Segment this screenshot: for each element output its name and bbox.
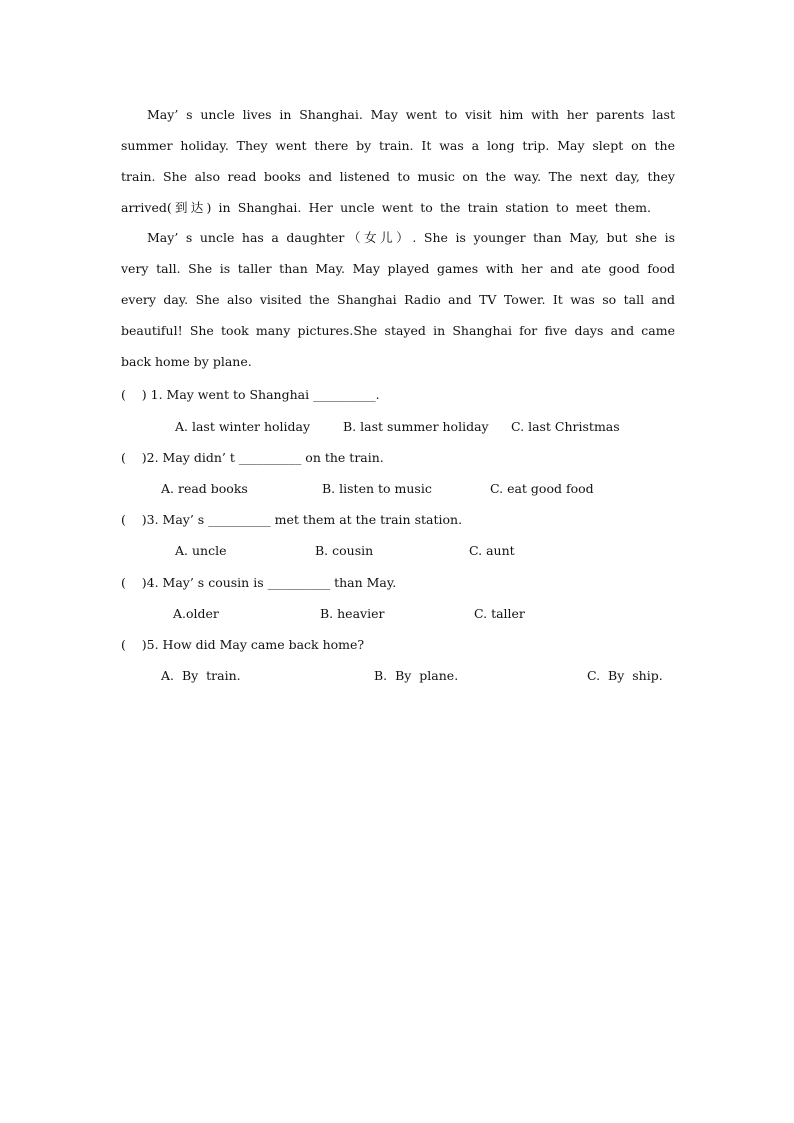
question-2-option-c: C. eat good food xyxy=(490,481,594,496)
passage-line: May’ s uncle has a daughter（女儿）. She is younger than May, but she is xyxy=(147,230,675,245)
question-4-option-c: C. taller xyxy=(474,606,525,621)
question-3-option-b: B. cousin xyxy=(315,543,374,558)
passage-line: very tall. She is taller than May. May played games with her and ate good food xyxy=(121,261,675,276)
question-2-option-b: B. listen to music xyxy=(322,481,432,496)
question-5-option-b: B. By plane. xyxy=(374,668,459,683)
question-3: ( )3. May’ s __________ met them at the train station. xyxy=(121,512,463,527)
passage-line: summer holiday. They went there by train. It was a long trip. May slept on the xyxy=(121,138,675,153)
passage-line: May’ s uncle lives in Shanghai. May went to visit him with her parents last xyxy=(147,107,675,122)
question-3-option-a: A. uncle xyxy=(175,543,227,558)
passage-line: back home by plane. xyxy=(121,354,252,369)
question-1-option-a: A. last winter holiday xyxy=(175,419,311,434)
passage-paragraph-1 xyxy=(121,99,675,223)
passage-line: train. She also read books and listened to music on the way. The next day, they xyxy=(121,169,675,184)
question-3-option-c: C. aunt xyxy=(469,543,515,558)
question-4-option-a: A.older xyxy=(173,606,219,621)
question-2-option-a: A. read books xyxy=(161,481,248,496)
passage-line: arrived(到达) in Shanghai. Her uncle went to the train station to meet them. xyxy=(121,200,651,215)
question-5-option-a: A. By train. xyxy=(161,668,241,683)
question-1-option-b: B. last summer holiday xyxy=(343,419,489,434)
question-4: ( )4. May’ s cousin is __________ than May. xyxy=(121,575,397,590)
passage-paragraph-2 xyxy=(121,222,675,377)
question-2: ( )2. May didn’ t __________ on the train. xyxy=(121,450,384,465)
passage-line: every day. She also visited the Shanghai Radio and TV Tower. It was so tall and xyxy=(121,292,675,307)
question-5: ( )5. How did May came back home? xyxy=(121,637,365,652)
question-5-option-c: C. By ship. xyxy=(587,668,663,683)
question-1-option-c: C. last Christmas xyxy=(511,419,620,434)
question-4-option-b: B. heavier xyxy=(320,606,385,621)
passage-line: beautiful! She took many pictures.She stayed in Shanghai for five days and came xyxy=(121,323,675,338)
question-1: ( ) 1. May went to Shanghai __________. xyxy=(121,387,380,402)
